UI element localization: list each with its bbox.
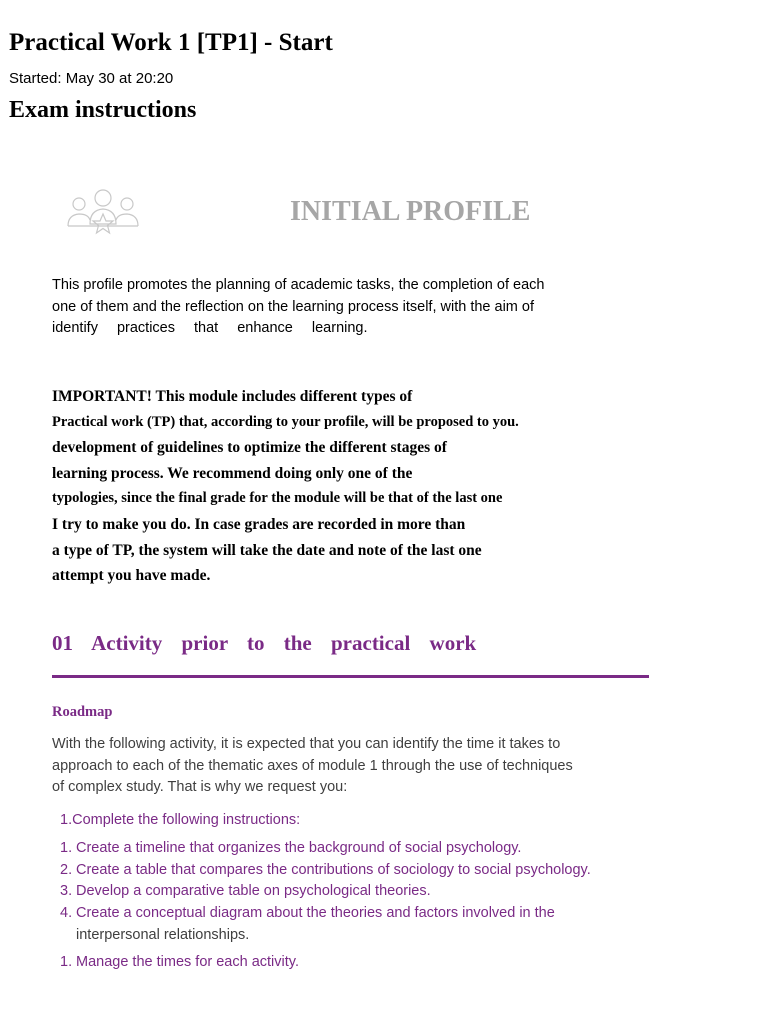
section-divider [52, 675, 649, 678]
step-number: 1. [60, 954, 73, 970]
intro-line: one of them and the reflection on the learning process itself, with the aim of [52, 298, 534, 315]
important-line: attempt you have made. [52, 567, 211, 585]
paragraph-line: approach to each of the thematic axes of module 1 through the use of techniques [52, 757, 573, 774]
intro-line: This profile promotes the planning of academic tasks, the completion of each [52, 277, 545, 293]
important-line: development of guidelines to optimize the different stages of [52, 439, 447, 457]
activity-paragraph [52, 734, 632, 799]
important-line: Practical work (TP) that, according to your profile, will be proposed to you. [52, 413, 519, 430]
list-item [0, 881, 680, 903]
step-number: 1. [60, 840, 73, 856]
important-line: learning process. We recommend doing only one of the [52, 464, 413, 482]
important-line: typologies, since the final grade for the module will be that of the last one [52, 490, 503, 507]
important-line: a type of TP, the system will take the date and note of the last one [52, 541, 482, 559]
step-continuation: interpersonal relationships. [76, 926, 250, 943]
instructions-lead: 1.Complete the following instructions: [60, 812, 301, 828]
step-text: Manage the times for each activity. [76, 954, 299, 970]
step-text: Create a conceptual diagram about the theories and factors involved in the [76, 905, 555, 922]
paragraph-line: of complex study. That is why we request you: [52, 779, 348, 796]
list-item [0, 860, 680, 882]
important-line: I try to make you do. In case grades are recorded in more than [52, 515, 466, 533]
intro-paragraph [52, 275, 592, 340]
step-text: Create a timeline that organizes the background of social psychology. [76, 840, 522, 856]
step-text: Develop a comparative table on psychological theories. [76, 883, 431, 900]
important-line: IMPORTANT! This module includes different types of [52, 388, 413, 405]
section-title: Exam instructions [9, 97, 197, 123]
steps-list [0, 838, 680, 947]
important-notice [52, 384, 652, 589]
step-number: 3. [60, 883, 73, 900]
started-timestamp: Started: May 30 at 20:20 [9, 70, 174, 87]
list-item [0, 838, 680, 860]
initial-profile-heading: INITIAL PROFILE [290, 196, 531, 227]
step-number: 4. [60, 905, 73, 922]
step-text: Create a table that compares the contributions of sociology to social psychology. [76, 861, 591, 878]
roadmap-subheading: Roadmap [52, 704, 113, 720]
list-item [0, 903, 680, 946]
activity-heading: 01 Activity prior to the practical work [52, 631, 477, 655]
step-number: 2. [60, 861, 73, 878]
people-group-icon [62, 184, 144, 240]
paragraph-line: With the following activity, it is expected that you can identify the time it takes to [52, 736, 561, 752]
page-title: Practical Work 1 [TP1] - Start [9, 29, 333, 56]
intro-line: identify practices that enhance learning. [52, 320, 368, 337]
